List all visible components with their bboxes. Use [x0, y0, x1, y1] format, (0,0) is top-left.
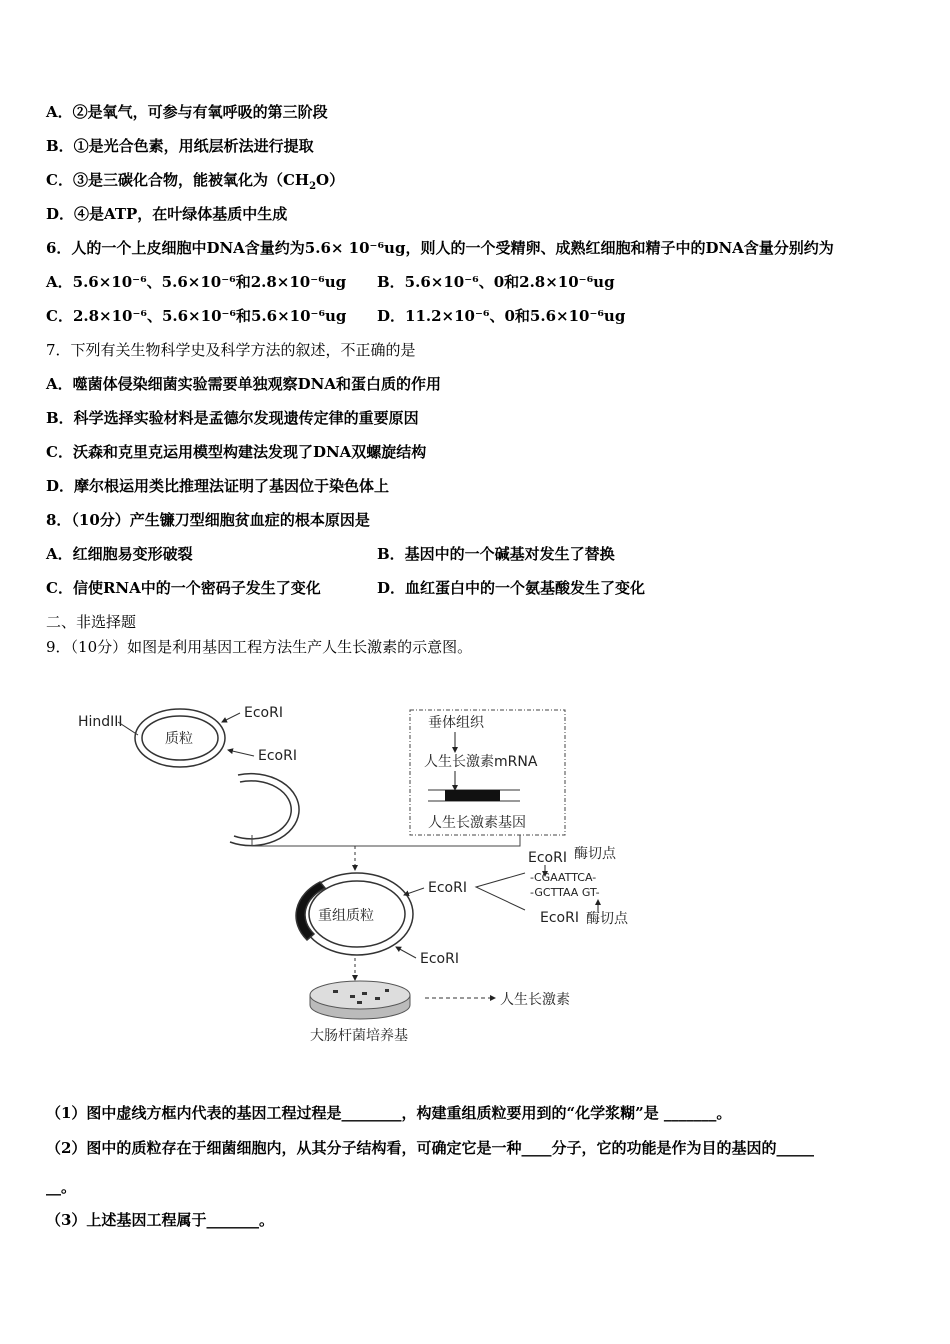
q5-option-d: D．④是ATP，在叶绿体基质中生成: [46, 205, 288, 223]
q8-option-c: C．信使RNA中的一个密码子发生了变化: [46, 579, 321, 597]
q9-stem: 9．（10分）如图是利用基因工程方法生产人生长激素的示意图。: [46, 638, 473, 656]
q9-sub1: （1）图中虚线方框内代表的基因工程过程是________，构建重组质粒要用到的“化学浆糊”是 _______。: [46, 1104, 732, 1122]
bracket-lines: [476, 873, 525, 910]
q9-sub2: （2）图中的质粒存在于细菌细胞内，从其分子结构看，可确定它是一种____分子，它的功能是作为目的基因的_____: [46, 1139, 814, 1157]
petri-dish-icon: [310, 981, 410, 1019]
q5-option-c: [46, 170, 344, 197]
medium-label: 大肠杆菌培养基: [310, 1028, 408, 1044]
ecori-label: EcoRI: [528, 850, 567, 866]
q9-sub3: （3）上述基因工程属于_______。: [46, 1211, 274, 1229]
q5-option-b: B．①是光合色素，用纸层析法进行提取: [46, 137, 314, 155]
pointer-arrow: [396, 947, 416, 958]
ecori-label: EcoRI: [244, 705, 283, 721]
pointer-arrow: [404, 888, 424, 895]
q7-option-b: B．科学选择实验材料是孟德尔发现遗传定律的重要原因: [46, 409, 419, 427]
gene-engineering-diagram: [0, 680, 950, 1060]
recombinant-label: 重组质粒: [318, 908, 374, 924]
connector-line: [252, 835, 520, 846]
pointer-arrow: [228, 750, 254, 756]
q7-stem: 7．下列有关生物科学史及科学方法的叙述，不正确的是: [46, 341, 416, 359]
q6-option-c: C．2.8×10⁻⁶、5.6×10⁻⁶和5.6×10⁻⁶ug: [46, 307, 347, 325]
ecori-label: EcoRI: [258, 748, 297, 764]
pointer-arrow: [222, 713, 240, 722]
q6-option-d: D．11.2×10⁻⁶、0和5.6×10⁻⁶ug: [377, 307, 626, 325]
ecori-label: EcoRI: [540, 910, 579, 926]
gene-bar: [428, 790, 520, 801]
product-label: 人生长激素: [500, 992, 570, 1008]
mrna-label: 人生长激素mRNA: [424, 754, 538, 770]
q8-option-d: D．血红蛋白中的一个氨基酸发生了变化: [377, 579, 646, 597]
q8-option-a: A．红细胞易变形破裂: [46, 545, 193, 563]
q8-stem: 8．（10分）产生镰刀型细胞贫血症的根本原因是: [46, 511, 370, 529]
sequence-bottom: -GCTTAA GT-: [530, 886, 600, 899]
pituitary-label: 垂体组织: [428, 715, 484, 731]
section-heading: 二、非选择题: [46, 613, 137, 631]
q6-stem: 6．人的一个上皮细胞中DNA含量约为5.6× 10⁻⁶ug，则人的一个受精卵、成熟红细胞和精子中的DNA含量分别约为: [46, 239, 834, 257]
q9-sub2-cont: __。: [46, 1178, 77, 1196]
plasmid-label: 质粒: [165, 731, 193, 747]
q7-option-a: A．噬菌体侵染细菌实验需要单独观察DNA和蛋白质的作用: [46, 375, 441, 393]
q6-option-b: B．5.6×10⁻⁶、0和2.8×10⁻⁶ug: [377, 273, 615, 291]
subscript: 2: [309, 181, 317, 192]
cut-site-label: 酶切点: [586, 911, 628, 927]
q7-option-c: C．沃森和克里克运用模型构建法发现了DNA双螺旋结构: [46, 443, 427, 461]
ecori-label: EcoRI: [428, 880, 467, 896]
sequence-top: -CGAATTCA-: [530, 871, 597, 884]
opened-plasmid: [230, 774, 299, 846]
cut-site-label: 酶切点: [574, 846, 616, 862]
q6-option-a: A．5.6×10⁻⁶、5.6×10⁻⁶和2.8×10⁻⁶ug: [46, 273, 347, 291]
ecori-label: EcoRI: [420, 951, 459, 967]
q5-option-c-text-end: O）: [316, 171, 345, 189]
hindiii-label: HindIII: [78, 714, 123, 730]
q5-option-a: A．②是氧气，可参与有氧呼吸的第三阶段: [46, 103, 328, 121]
gene-label: 人生长激素基因: [428, 815, 526, 831]
q8-option-b: B．基因中的一个碱基对发生了替换: [377, 545, 615, 563]
q5-option-c-text: C．③是三碳化合物，能被氧化为（CH: [46, 171, 310, 189]
q7-option-d: D．摩尔根运用类比推理法证明了基因位于染色体上: [46, 477, 390, 495]
